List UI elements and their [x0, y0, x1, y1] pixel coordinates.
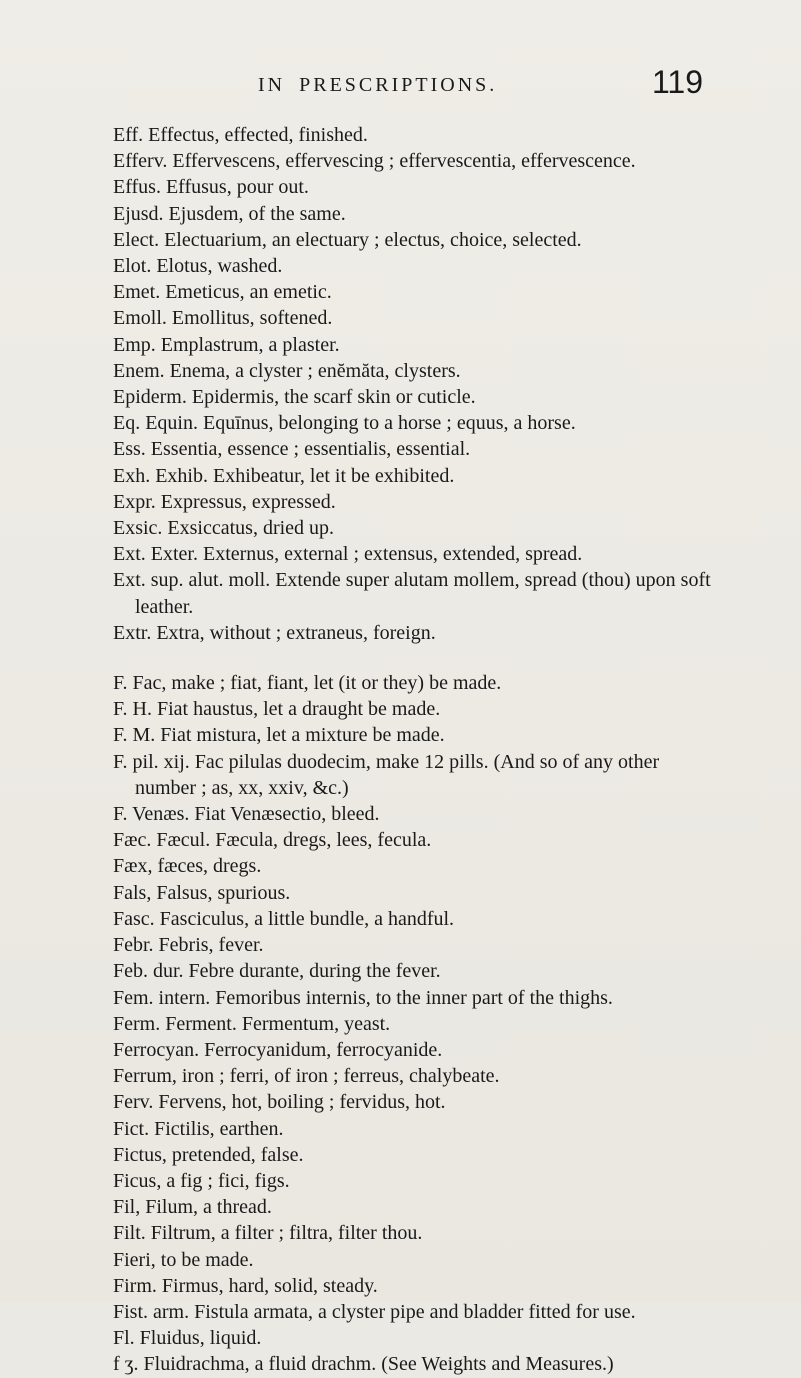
entry-elot: Elot. Elotus, washed. — [113, 255, 283, 278]
entry-ferrocyan: Ferrocyan. Ferrocyanidum, ferrocyanide. — [113, 1038, 443, 1061]
entry-f-pil: F. pil. xij. Fac pilulas duodecim, make 12 pills. (And so of any other number ; as, xx, xxiv, &c.) — [113, 750, 660, 799]
entry-fil: Fil, Filum, a thread. — [113, 1196, 272, 1219]
running-head: IN PRESCRIPTIONS. — [258, 74, 498, 96]
entry-fluidrachma: f ʒ. Fluidrachma, a fluid drachm. (See Weights and Measures.) — [113, 1353, 614, 1376]
entry-ferm: Ferm. Ferment. Fermentum, yeast. — [113, 1012, 391, 1035]
entry-firm: Firm. Firmus, hard, solid, steady. — [113, 1274, 378, 1297]
entry-ext-sup: Ext. sup. alut. moll. Extende super alutam mollem, spread (thou) upon soft leather. — [113, 569, 711, 618]
abbreviation-list — [113, 122, 713, 1378]
entry-fist-arm: Fist. arm. Fistula armata, a clyster pipe and bladder fitted for use. — [113, 1300, 636, 1323]
entry-filt: Filt. Filtrum, a filter ; filtra, filter thou. — [113, 1222, 423, 1245]
entry-emp: Emp. Emplastrum, a plaster. — [113, 333, 340, 356]
entry-febr: Febr. Febris, fever. — [113, 934, 264, 957]
entry-faex: Fæx, fæces, dregs. — [113, 855, 262, 878]
entry-eff: Eff. Effectus, effected, finished. — [113, 124, 368, 146]
entry-ejusd: Ejusd. Ejusdem, of the same. — [113, 202, 346, 225]
entry-eq: Eq. Equin. Equīnus, belonging to a horse ; equus, a horse. — [113, 412, 576, 435]
entry-expr: Expr. Expressus, expressed. — [113, 490, 336, 513]
entry-enem: Enem. Enema, a clyster ; enĕmăta, clysters. — [113, 359, 461, 382]
entry-ficus: Ficus, a fig ; fici, figs. — [113, 1169, 290, 1192]
section-gap — [113, 646, 713, 670]
entry-ess: Ess. Essentia, essence ; essentialis, essential. — [113, 438, 471, 461]
entry-ferrum: Ferrum, iron ; ferri, of iron ; ferreus, chalybeate. — [113, 1065, 500, 1088]
entry-fieri: Fieri, to be made. — [113, 1248, 254, 1271]
entry-ferv: Ferv. Fervens, hot, boiling ; fervidus, hot. — [113, 1091, 446, 1114]
entry-emoll: Emoll. Emollitus, softened. — [113, 307, 333, 330]
entry-epiderm: Epiderm. Epidermis, the scarf skin or cuticle. — [113, 386, 476, 409]
page-number: 119 — [652, 64, 704, 100]
entry-exsic: Exsic. Exsiccatus, dried up. — [113, 517, 335, 540]
entry-elect: Elect. Electuarium, an electuary ; electus, choice, selected. — [113, 228, 582, 251]
entry-efferv: Efferv. Effervescens, effervescing ; effervescentia, effervescence. — [113, 150, 636, 173]
entry-effus: Effus. Effusus, pour out. — [113, 176, 309, 199]
entry-emet: Emet. Emeticus, an emetic. — [113, 281, 332, 304]
entry-extr: Extr. Extra, without ; extraneus, foreign. — [113, 621, 436, 644]
entry-f-h: F. H. Fiat haustus, let a draught be made. — [113, 698, 441, 721]
entry-ext: Ext. Exter. Externus, external ; extensus, extended, spread. — [113, 543, 583, 566]
entry-fals: Fals, Falsus, spurious. — [113, 881, 291, 904]
entry-f: F. Fac, make ; fiat, fiant, let (it or they) be made. — [113, 672, 502, 695]
entry-exh: Exh. Exhib. Exhibeatur, let it be exhibited. — [113, 464, 455, 487]
entry-fasc: Fasc. Fasciculus, a little bundle, a handful. — [113, 907, 455, 930]
entry-feb-dur: Feb. dur. Febre durante, during the fever. — [113, 960, 441, 983]
entry-fictus: Fictus, pretended, false. — [113, 1143, 304, 1166]
entry-fict: Fict. Fictilis, earthen. — [113, 1117, 284, 1140]
entry-f-m: F. M. Fiat mistura, let a mixture be made. — [113, 724, 445, 747]
entry-fl: Fl. Fluidus, liquid. — [113, 1327, 262, 1350]
entry-faec: Fæc. Fæcul. Fæcula, dregs, lees, fecula. — [113, 829, 432, 852]
entry-f-venaes: F. Venæs. Fiat Venæsectio, bleed. — [113, 803, 380, 826]
entry-fem-intern: Fem. intern. Femoribus internis, to the inner part of the thighs. — [113, 986, 613, 1009]
